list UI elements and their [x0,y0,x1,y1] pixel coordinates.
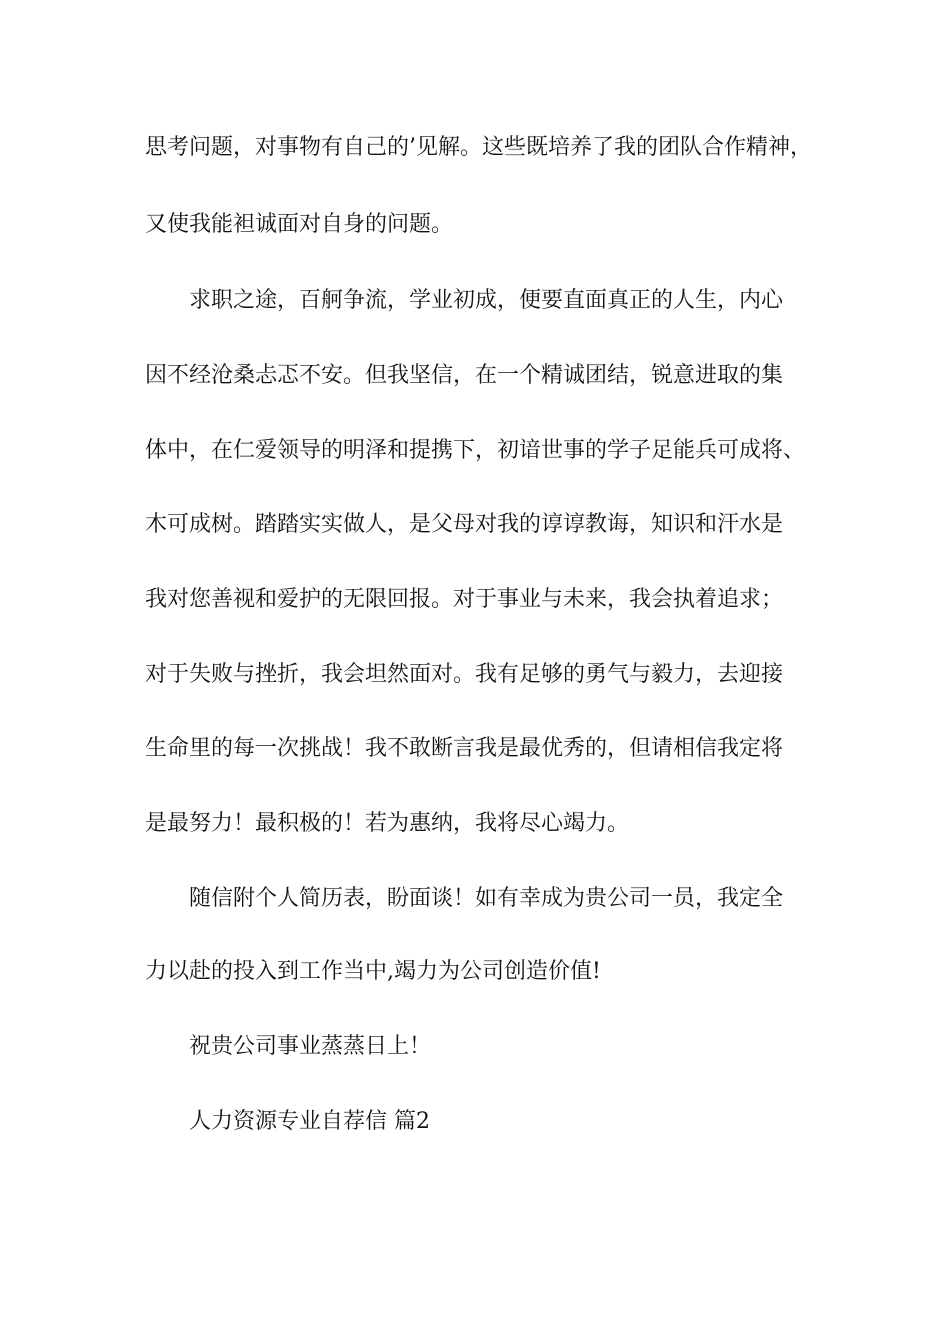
text-line-12: 力以赴的投入到工作当中,竭力为公司创造价值! [145,959,601,984]
text-line-7: 我对您善视和爱护的无限回报。对于事业与未来，我会执着追求； [145,587,784,612]
text-line-13: 祝贵公司事业蒸蒸日上！ [189,1034,432,1059]
text-line-9: 生命里的每一次挑战！我不敢断言我是最优秀的，但请相信我定将 [145,736,784,761]
text-line-11: 随信附个人简历表，盼面谈！如有幸成为贵公司一员，我定全 [189,886,784,911]
text-line-4: 因不经沧桑忐忑不安。但我坚信，在一个精诚团结，锐意进取的集 [145,363,784,388]
section-heading: 人力资源专业自荐信 篇2 [189,1109,430,1134]
text-line-2: 又使我能袒诚面对自身的问题。 [145,212,454,237]
text-line-8: 对于失败与挫折，我会坦然面对。我有足够的勇气与毅力，去迎接 [145,662,784,687]
text-line-3: 求职之途，百舸争流，学业初成，便要直面真正的人生，内心 [189,288,784,313]
text-line-10: 是最努力！最积极的！若为惠纳，我将尽心竭力。 [145,811,630,836]
text-line-6: 木可成树。踏踏实实做人，是父母对我的谆谆教诲，知识和汗水是 [145,512,784,537]
text-line-5: 体中，在仁爱领导的明泽和提携下，初谙世事的学子足能兵可成将、 [145,438,806,463]
text-line-1: 思考问题，对事物有自己的’见解。这些既培养了我的团队合作精神， [145,135,812,160]
